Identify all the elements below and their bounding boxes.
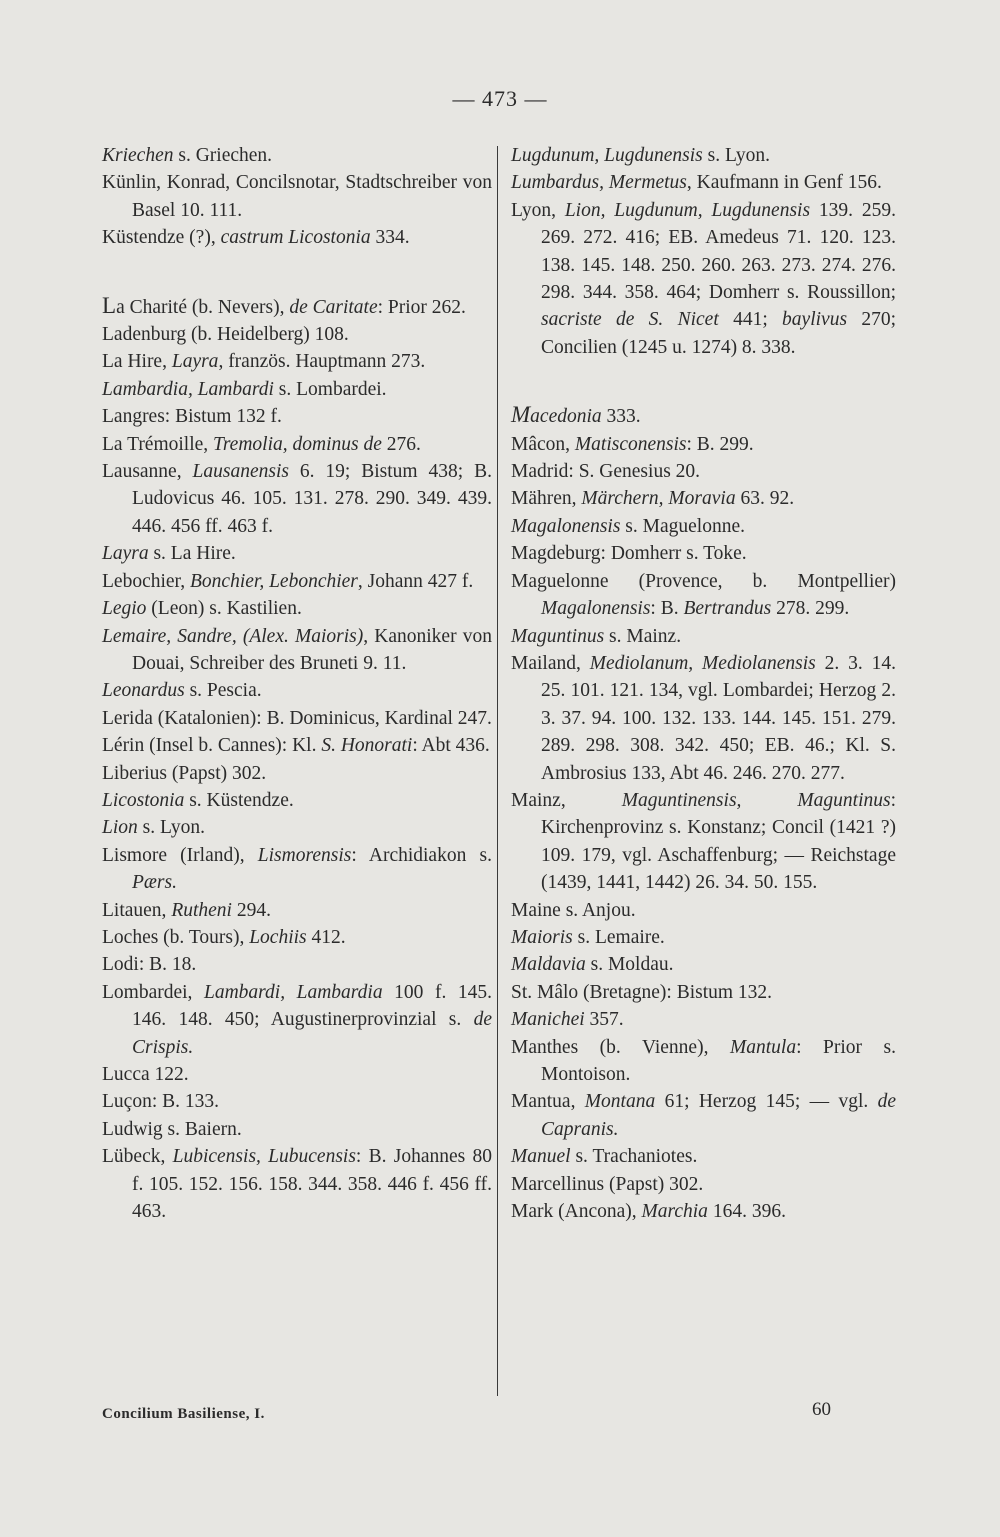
index-entry: Mark (Ancona), Marchia 164. 396. [511, 1201, 786, 1223]
index-entry: Marcellinus (Papst) 302. [511, 1173, 704, 1195]
index-entry: Lugdunum, Lugdunensis s. Lyon. [511, 145, 770, 166]
index-entry: Maldavia s. Moldau. [511, 954, 674, 976]
index-entry: Lerida (Katalonien): B. Dominicus, Kardinal 247. [102, 707, 492, 729]
index-entry: Magalonensis s. Maguelonne. [511, 515, 745, 537]
index-entry: Lérin (Insel b. Cannes): Kl. S. Honorati: Abt 436. [102, 735, 490, 757]
index-entry: Lumbardus, Mermetus, Kaufmann in Genf 156. [511, 172, 882, 194]
index-entry: Liberius (Papst) 302. [102, 762, 267, 784]
signature-mark: 60 [812, 1399, 831, 1420]
index-entry: Legio (Leon) s. Kastilien. [102, 598, 302, 620]
index-entry: Lismore (Irland), Lismorensis: Archidiakon s. Pærs. [102, 844, 492, 894]
index-entry: La Trémoille, Tremolia, dominus de 276. [102, 433, 421, 455]
index-entry: Lebochier, Bonchier, Lebonchier, Johann 427 f. [102, 570, 474, 592]
left-column [102, 142, 492, 1225]
page-number: — 473 — [452, 86, 548, 111]
index-entry: Küstendze (?), castrum Licostonia 334. [102, 227, 410, 249]
index-entry: Maguelonne (Provence, b. Montpellier) Magalonensis: B. Bertrandus 278. 299. [511, 570, 896, 620]
index-entry: Manthes (b. Vienne), Mantula: Prior s. Montoison. [511, 1036, 896, 1085]
index-entry: Ludwig s. Baiern. [102, 1118, 242, 1140]
index-entry: Langres: Bistum 132 f. [102, 406, 282, 428]
index-entry: Maine s. Anjou. [511, 899, 636, 921]
right-column [511, 142, 896, 1225]
index-entry: Ladenburg (b. Heidelberg) 108. [102, 324, 349, 346]
index-entry: Layra s. La Hire. [102, 543, 236, 565]
index-entry: Lemaire, Sandre, (Alex. Maioris), Kanoniker von Douai, Schreiber des Bruneti 9. 11. [102, 625, 492, 674]
index-entry: Macedonia 333. [511, 402, 641, 428]
index-entry: Leonardus s. Pescia. [102, 680, 262, 702]
index-entry: Kriechen s. Griechen. [102, 145, 273, 166]
index-entry: Lübeck, Lubicensis, Lubucensis: B. Johannes 80 f. 105. 152. 156. 158. 344. 358. 446 f. 456 ff. 463. [102, 1146, 492, 1223]
index-entry: Mailand, Mediolanum, Mediolanensis 2. 3. 14. 25. 101. 121. 134, vgl. Lombardei; Herzog 2. 3. 37. 94. 100. 132. 133. 144. 145. 151. 279. 289. 298. 308. 342. 450; EB. 46.; Kl. S. Ambrosius 133, Abt 46. 246. 270. 277. [511, 652, 897, 784]
index-entry: Lodi: B. 18. [102, 954, 197, 976]
index-entry: Magdeburg: Domherr s. Toke. [511, 543, 747, 565]
index-entry: Litauen, Rutheni 294. [102, 899, 271, 921]
index-entry: Mâcon, Matisconensis: B. 299. [511, 433, 754, 455]
index-entry: Loches (b. Tours), Lochiis 412. [102, 926, 346, 948]
index-entry: Luçon: B. 133. [102, 1091, 219, 1113]
index-entry: Lyon, Lion, Lugdunum, Lugdunensis 139. 259. 269. 272. 416; EB. Amedeus 71. 120. 123. 138. 145. 148. 250. 260. 263. 273. 274. 276. 298. 344. 358. 464; Domherr s. Roussillon; sacriste de S. Nicet 441; baylivus 270; Concilien (1245 u. 1274) 8. 338. [511, 199, 897, 358]
index-entry: St. Mâlo (Bretagne): Bistum 132. [511, 981, 773, 1003]
index-entry: Künlin, Konrad, Concilsnotar, Stadtschreiber von Basel 10. 111. [102, 172, 492, 221]
index-entry: Lausanne, Lausanensis 6. 19; Bistum 438; B. Ludovicus 46. 105. 131. 278. 290. 349. 439. 446. 456 ff. 463 f. [102, 461, 492, 537]
index-entry: Mähren, Märchern, Moravia 63. 92. [511, 488, 795, 510]
index-entry: Madrid: S. Genesius 20. [511, 461, 701, 483]
index-entry: Mantua, Montana 61; Herzog 145; — vgl. de Capranis. [511, 1091, 896, 1140]
index-entry: Maioris s. Lemaire. [511, 926, 665, 948]
index-entry: Lambardia, Lambardi s. Lombardei. [102, 378, 387, 400]
index-entry: Licostonia s. Küstendze. [102, 789, 294, 811]
index-entry: La Hire, Layra, französ. Hauptmann 273. [102, 351, 426, 373]
column-divider [497, 146, 498, 1396]
footer-title: Concilium Basiliense, I. [102, 1406, 265, 1422]
index-entry: La Charité (b. Nevers), de Caritate: Prior 262. [102, 292, 466, 318]
index-entry: Manuel s. Trachaniotes. [511, 1146, 698, 1168]
index-entry: Maguntinus s. Mainz. [511, 625, 682, 647]
index-entry: Lombardei, Lambardi, Lambardia 100 f. 145. 146. 148. 450; Augustinerprovinzial s. de Crispis. [102, 981, 492, 1058]
index-entry: Lion s. Lyon. [102, 817, 205, 839]
index-entry: Mainz, Maguntinensis, Maguntinus: Kirchenprovinz s. Konstanz; Concil (1421 ?) 109. 179, vgl. Aschaffenburg; — Reichstage (1439, 1441, 1442) 26. 34. 50. 155. [511, 789, 896, 894]
index-entry: Lucca 122. [102, 1064, 189, 1085]
index-entry: Manichei 357. [511, 1009, 624, 1031]
